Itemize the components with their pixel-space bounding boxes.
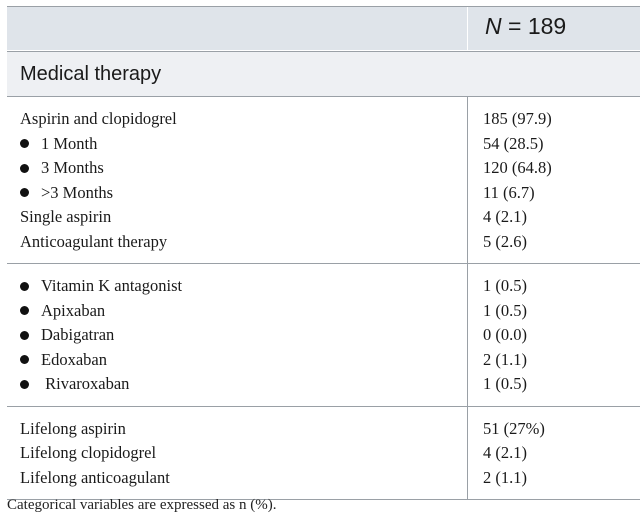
row-group xyxy=(7,407,640,501)
table-row xyxy=(7,323,640,348)
bullet-icon xyxy=(20,282,29,291)
row-label xyxy=(20,350,107,370)
row-label xyxy=(20,276,182,296)
n-value: = 189 xyxy=(501,13,567,39)
row-label-text: Rivaroxaban xyxy=(41,374,130,393)
row-label xyxy=(20,207,111,227)
table-row xyxy=(7,132,640,157)
bullet-icon xyxy=(20,331,29,340)
bullet-icon xyxy=(20,355,29,364)
table-row xyxy=(7,181,640,206)
sample-size-header xyxy=(485,13,566,40)
bullet-icon xyxy=(20,188,29,197)
row-label xyxy=(20,443,156,463)
row-label-text: Dabigatran xyxy=(41,325,115,344)
row-label xyxy=(20,183,113,203)
row-value: 1 (0.5) xyxy=(483,276,527,295)
row-label-text: 3 Months xyxy=(41,158,104,177)
table-footnote: Categorical variables are expressed as n (%). xyxy=(7,497,277,513)
table-row xyxy=(7,441,640,466)
row-label-text: Lifelong clopidogrel xyxy=(20,443,157,462)
row-label xyxy=(20,134,97,154)
row-value: 5 (2.6) xyxy=(483,231,527,251)
row-value: 4 (2.1) xyxy=(483,207,527,226)
section-title: Medical therapy xyxy=(7,51,640,97)
row-label-text: Lifelong aspirin xyxy=(20,418,126,438)
header-divider xyxy=(467,7,468,50)
row-value: 4 (2.1) xyxy=(483,443,527,462)
row-label-text: Apixaban xyxy=(41,300,106,320)
table-header xyxy=(7,7,640,51)
row-label-text: Single aspirin xyxy=(20,207,112,226)
table-row xyxy=(7,156,640,181)
table-row xyxy=(7,372,640,397)
table-row xyxy=(7,348,640,373)
row-value: 1 (0.5) xyxy=(483,374,527,393)
row-group xyxy=(7,264,640,407)
bullet-icon xyxy=(20,139,29,148)
row-value: 1 (0.5) xyxy=(483,300,527,320)
row-value: 11 (6.7) xyxy=(483,182,535,202)
row-value: 120 (64.8) xyxy=(483,158,552,177)
row-label xyxy=(20,419,126,439)
row-value: 51 (27%) xyxy=(483,418,545,438)
row-label xyxy=(20,109,177,129)
table-row xyxy=(7,466,640,491)
row-label-text: 1 Month xyxy=(41,133,98,153)
bullet-icon xyxy=(20,306,29,315)
table-row xyxy=(7,299,640,324)
table-row xyxy=(7,205,640,230)
table-row xyxy=(7,274,640,299)
row-value: 185 (97.9) xyxy=(483,109,552,128)
row-label-text: Vitamin K antagonist xyxy=(41,276,183,295)
bullet-icon xyxy=(20,164,29,173)
row-label-text: >3 Months xyxy=(41,182,114,202)
row-label xyxy=(20,158,104,178)
table-row xyxy=(7,107,640,132)
bullet-icon xyxy=(20,380,29,389)
table-body xyxy=(7,97,640,500)
table-row xyxy=(7,417,640,442)
row-label xyxy=(20,468,170,488)
row-group xyxy=(7,97,640,264)
row-label-text: Edoxaban xyxy=(41,349,107,369)
therapy-table xyxy=(7,6,640,500)
table-row xyxy=(7,230,640,255)
n-symbol: N xyxy=(485,13,502,39)
row-label-text: Anticoagulant therapy xyxy=(20,231,168,251)
row-label xyxy=(20,374,129,394)
row-label-text: Aspirin and clopidogrel xyxy=(20,109,177,128)
row-value: 2 (1.1) xyxy=(483,349,527,369)
row-label-text: Lifelong anticoagulant xyxy=(20,467,170,487)
row-label xyxy=(20,325,114,345)
row-value: 2 (1.1) xyxy=(483,467,527,487)
row-value: 0 (0.0) xyxy=(483,325,527,344)
row-label xyxy=(20,301,105,321)
row-value: 54 (28.5) xyxy=(483,133,544,153)
row-label xyxy=(20,232,167,252)
